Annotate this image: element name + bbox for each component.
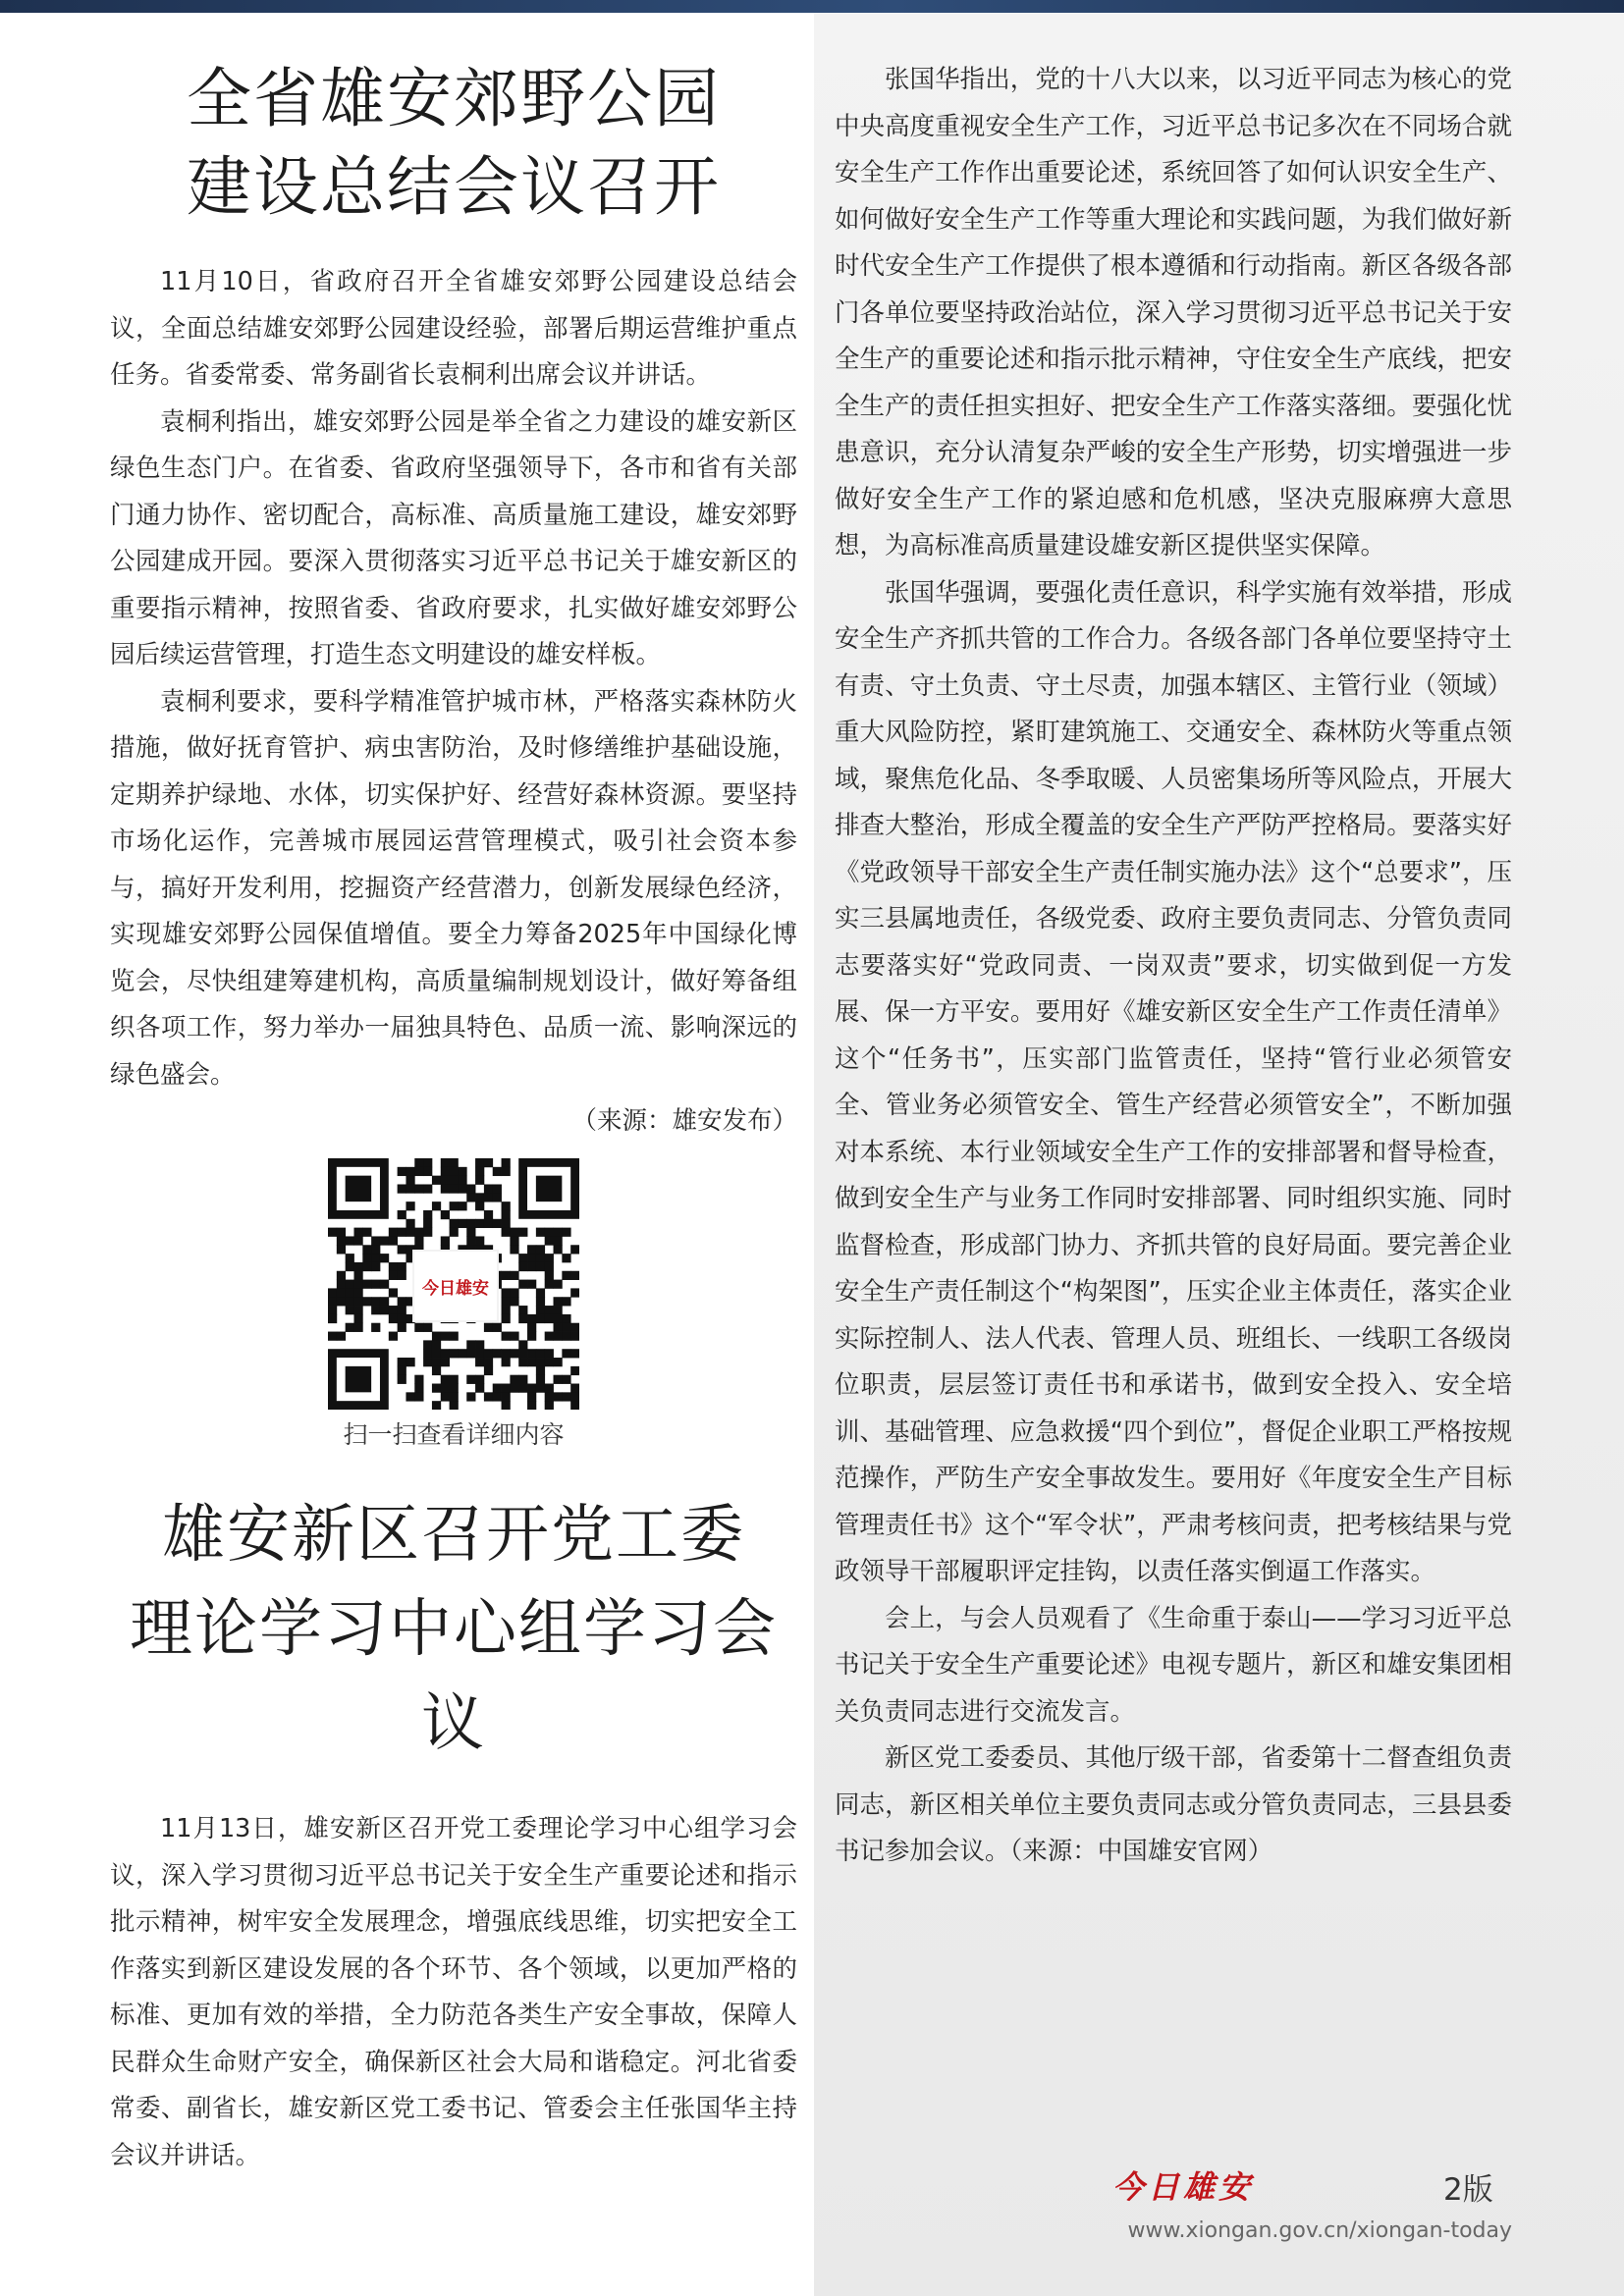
qr-logo: 今日雄安	[412, 1250, 499, 1322]
paragraph: 11月10日，省政府召开全省雄安郊野公园建设总结会议，全面总结雄安郊野公园建设经验，部署后期运营维护重点任务。省委常委、常务副省长袁桐利出席会议并讲话。	[110, 267, 797, 390]
qr-block	[110, 1158, 797, 1453]
article1-title-line2: 建设总结会议召开	[187, 149, 721, 225]
left-column	[110, 49, 797, 2179]
paragraph: 11月13日，雄安新区召开党工委理论学习中心组学习会议，深入学习贯彻习近平总书记关于安全生产重要论述和指示批示精神，树牢安全发展理念，增强底线思维，切实把安全工作落实到新区建设发展的各个环节、各个领域，以更加严格的标准、更加有效的举措，全力防范各类生产安全事故，保障人民群众生命财产安全，确保新区社会大局和谐稳定。河北省委常委、副省长，雄安新区党工委书记、管委会主任张国华主持会议并讲话。	[110, 1814, 797, 2170]
page-number: 2版	[1443, 2172, 1493, 2208]
top-bar	[0, 0, 1624, 13]
article1-headline	[110, 55, 797, 232]
paragraph: 袁桐利要求，要科学精准管护城市林，严格落实森林防火措施，做好抚育管护、病虫害防治，及时修缮维护基础设施，定期养护绿地、水体，切实保护好、经营好森林资源。要坚持市场化运作，完善城市展园运营管理模式，吸引社会资本参与，搞好开发利用，挖掘资产经营潜力，创新发展绿色经济，实现雄安郊野公园保值增值。要全力筹备2025年中国绿化博览会，尽快组建筹建机构，高质量编制规划设计，做好筹备组织各项工作，努力举办一届独具特色、品质一流、影响深远的绿色盛会。	[110, 686, 797, 1090]
article2-body-left	[110, 1806, 797, 2179]
article2-body-right	[835, 57, 1512, 1876]
right-column	[835, 57, 1512, 1876]
paragraph: 袁桐利指出，雄安郊野公园是举全省之力建设的雄安新区绿色生态门户。在省委、省政府坚强领导下，各市和省有关部门通力协作、密切配合，高标准、高质量施工建设，雄安郊野公园建成开园。要深入贯彻落实习近平总书记关于雄安新区的重要指示精神，按照省委、省政府要求，扎实做好雄安郊野公园后续运营管理，打造生态文明建设的雄安样板。	[110, 406, 797, 669]
article2-title-line2: 理论学习中心组学习会议	[130, 1593, 778, 1760]
article1-title-line1: 全省雄安郊野公园	[187, 61, 721, 136]
qr-code[interactable]	[328, 1158, 579, 1410]
article1-source: （来源：雄安发布）	[571, 1106, 797, 1136]
paragraph: 张国华指出，党的十八大以来，以习近平同志为核心的党中央高度重视安全生产工作，习近平总书记多次在不同场合就安全生产工作作出重要论述，系统回答了如何认识安全生产、如何做好安全生产工作等重大理论和实践问题，为我们做好新时代安全生产工作提供了根本遵循和行动指南。新区各级各部门各单位要坚持政治站位，深入学习贯彻习近平总书记关于安全生产的重要论述和指示批示精神，守住安全生产底线，把安全生产的责任担实担好、把安全生产工作落实落细。要强化忧患意识，充分认清复杂严峻的安全生产形势，切实增强进一步做好安全生产工作的紧迫感和危机感，坚决克服麻痹大意思想，为高标准高质量建设雄安新区提供坚实保障。	[835, 65, 1512, 561]
footer-url[interactable]: www.xiongan.gov.cn/xiongan-today	[1127, 2218, 1512, 2243]
paragraph: 张国华强调，要强化责任意识，科学实施有效举措，形成安全生产齐抓共管的工作合力。各级各部门各单位要坚持守土有责、守土负责、守土尽责，加强本辖区、主管行业（领域）重大风险防控，紧盯建筑施工、交通安全、森林防火等重点领域，聚焦危化品、冬季取暖、人员密集场所等风险点，开展大排查大整治，形成全覆盖的安全生产严防严控格局。要落实好《党政领导干部安全生产责任制实施办法》这个“总要求”，压实三县属地责任，各级党委、政府主要负责同志、分管负责同志要落实好“党政同责、一岗双责”要求，切实做到促一方发展、保一方平安。要用好《雄安新区安全生产工作责任清单》这个“任务书”，压实部门监管责任，坚持“管行业必须管安全、管业务必须管安全、管生产经营必须管安全”，不断加强对本系统、本行业领域安全生产工作的安排部署和督导检查，做到安全生产与业务工作同时安排部署、同时组织实施、同时监督检查，形成部门协力、齐抓共管的良好局面。要完善企业安全生产责任制这个“构架图”，压实企业主体责任，落实企业实际控制人、法人代表、管理人员、班组长、一线职工各级岗位职责，层层签订责任书和承诺书，做到安全投入、安全培训、基础管理、应急救援“四个到位”，督促企业职工严格按规范操作，严防生产安全事故发生。要用好《年度安全生产目标管理责任书》这个“军令状”，严肃考核问责，把考核结果与党政领导干部履职评定挂钩，以责任落实倒逼工作落实。	[835, 577, 1512, 1586]
footer-logo: 今日雄安	[1112, 2168, 1255, 2206]
article2-title-line1: 雄安新区召开党工委	[162, 1499, 745, 1572]
article1-body	[110, 259, 797, 1098]
qr-caption: 扫一扫查看详细内容	[343, 1420, 565, 1449]
paragraph: 会上，与会人员观看了《生命重于泰山——学习习近平总书记关于安全生产重要论述》电视专题片，新区和雄安集团相关负责同志进行交流发言。	[835, 1603, 1512, 1727]
paragraph: 新区党工委委员、其他厅级干部，省委第十二督查组负责同志，新区相关单位主要负责同志或分管负责同志，三县县委书记参加会议。（来源：中国雄安官网）	[835, 1743, 1512, 1866]
article2-headline	[110, 1488, 797, 1771]
